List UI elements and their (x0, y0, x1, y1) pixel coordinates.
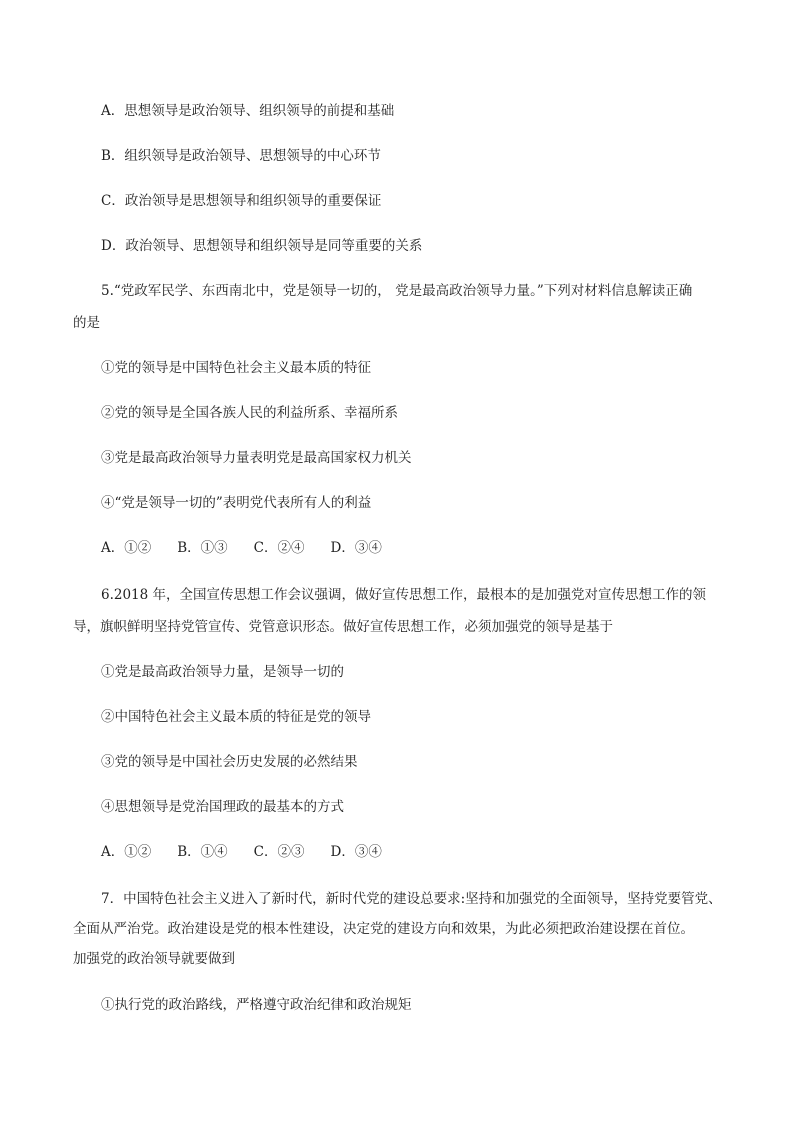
q6-choice-a: A．①② (101, 844, 152, 860)
q4-option-d: D．政治领导、思想领导和组织领导是同等重要的关系 (101, 238, 423, 254)
q6-item-2: ②中国特色社会主义最本质的特征是党的领导 (101, 709, 371, 725)
q5-item-3: ③党是最高政治领导力量表明党是最高国家权力机关 (101, 450, 412, 466)
q5-choice-b: B．①③ (177, 540, 228, 556)
q5-stem-line1: 5.“党政军民学、东西南北中，党是领导一切的， 党是最高政治领导力量。”下列对材料信息解读正确 (101, 283, 693, 299)
q6-item-4: ④思想领导是党治国理政的最基本的方式 (101, 799, 344, 815)
q4-option-b: B．组织领导是政治领导、思想领导的中心环节 (101, 148, 381, 164)
q5-choice-c: C．②④ (253, 540, 305, 556)
q6-stem-line1: 6.2018 年，全国宣传思想工作会议强调，做好宣传思想工作，最根本的是加强党对宣传思想工作的领 (101, 587, 707, 603)
q6-choice-c: C．②③ (253, 844, 305, 860)
q7-stem-line3: 加强党的政治领导就要做到 (73, 951, 235, 967)
q6-choices (101, 841, 382, 863)
q5-choice-a: A．①② (101, 540, 152, 556)
q6-choice-d: D．③④ (330, 844, 382, 860)
q7-item-1: ①执行党的政治路线，严格遵守政治纪律和政治规矩 (101, 997, 412, 1013)
q5-item-4: ④“党是领导一切的”表明党代表所有人的利益 (101, 495, 372, 511)
q7-stem-line1: 7．中国特色社会主义进入了新时代，新时代党的建设总要求:坚持和加强党的全面领导，坚持党要管党、 (101, 891, 722, 907)
q5-choices (101, 537, 382, 559)
q4-option-a: A．思想领导是政治领导、组织领导的前提和基础 (101, 103, 395, 119)
q4-option-c: C．政治领导是思想领导和组织领导的重要保证 (101, 193, 382, 209)
q6-stem-line2: 导，旗帜鲜明坚持党管宣传、党管意识形态。做好宣传思想工作，必须加强党的领导是基于 (73, 619, 613, 635)
q6-choice-b: B．①④ (177, 844, 228, 860)
q5-item-1: ①党的领导是中国特色社会主义最本质的特征 (101, 360, 371, 376)
q5-choice-d: D．③④ (330, 540, 382, 556)
q6-item-3: ③党的领导是中国社会历史发展的必然结果 (101, 754, 358, 770)
q5-stem-line2: 的是 (73, 315, 100, 331)
q5-item-2: ②党的领导是全国各族人民的利益所系、幸福所系 (101, 405, 398, 421)
q6-item-1: ①党是最高政治领导力量，是领导一切的 (101, 664, 344, 680)
q7-stem-line2: 全面从严治党。政治建设是党的根本性建设，决定党的建设方向和效果，为此必须把政治建设摆在首位。 (73, 921, 694, 937)
